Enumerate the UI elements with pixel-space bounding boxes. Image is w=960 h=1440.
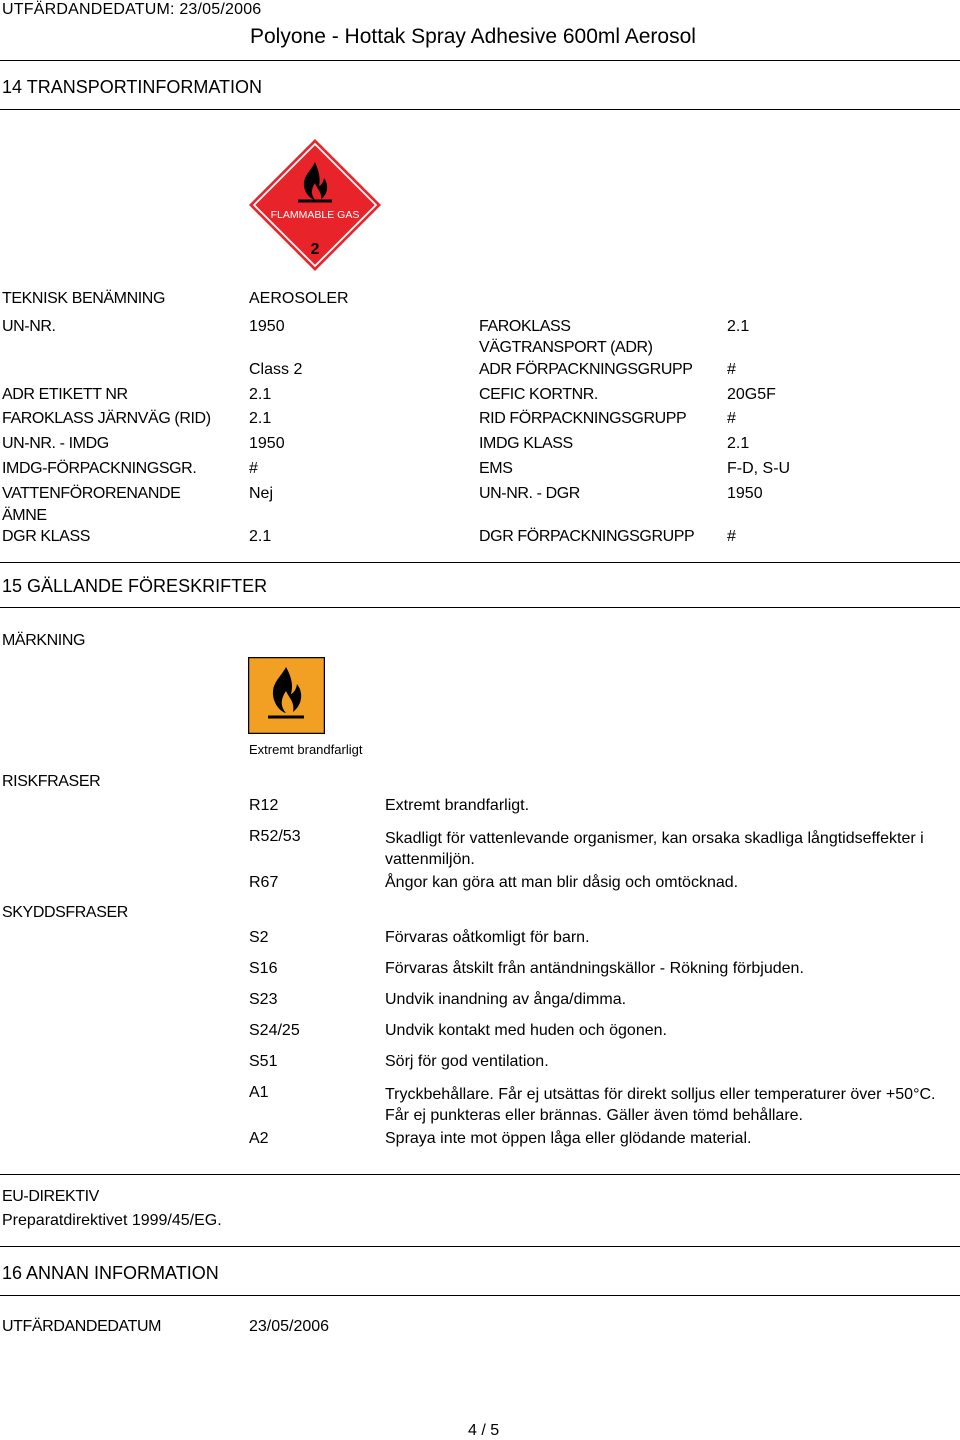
hazard-text: FLAMMABLE GAS <box>270 209 360 221</box>
symbol-caption: Extremt brandfarligt <box>249 742 363 757</box>
safety-phrase-code: S24/25 <box>249 1022 300 1039</box>
adr-class-label: FAROKLASS <box>479 318 571 335</box>
section-16-top-divider <box>0 1246 960 1247</box>
safety-phrase-text: Spraya inte mot öppen låga eller glödande material. <box>385 1130 752 1147</box>
un-number-label: UN-NR. <box>2 318 56 335</box>
safety-phrase-code: A2 <box>249 1130 269 1147</box>
rid-class-label: FAROKLASS JÄRNVÄG (RID) <box>2 410 211 427</box>
risk-phrase-text: Skadligt för vattenlevande organismer, kan orsaka skadliga långtidseffekter i vattenmiljön. <box>385 830 924 868</box>
risk-phrase-code: R67 <box>249 874 279 891</box>
dgr-packing-group-value: # <box>727 528 736 545</box>
section-14-title: 14 TRANSPORTINFORMATION <box>2 77 263 97</box>
flammable-gas-diamond-icon <box>248 138 382 272</box>
section-15-title: 15 GÄLLANDE FÖRESKRIFTER <box>2 576 268 596</box>
un-imdg-label: UN-NR. - IMDG <box>2 435 109 452</box>
cefic-card-label: CEFIC KORTNR. <box>479 386 598 403</box>
rid-class-value: 2.1 <box>249 410 272 427</box>
safety-phrase-code: S2 <box>249 929 269 946</box>
issue-date-value: 23/05/2006 <box>249 1318 330 1335</box>
page-number: 4 / 5 <box>468 1422 500 1439</box>
un-dgr-label: UN-NR. - DGR <box>479 485 580 502</box>
section-15-divider <box>0 607 960 608</box>
section-14-divider <box>0 109 960 110</box>
dgr-class-label: DGR KLASS <box>2 528 90 545</box>
dgr-packing-group-label: DGR FÖRPACKNINGSGRUPP <box>479 528 695 545</box>
risk-phrase-text: Extremt brandfarligt. <box>385 797 530 814</box>
tech-name-label: TEKNISK BENÄMNING <box>2 290 166 307</box>
safety-phrase-text: Förvaras oåtkomligt för barn. <box>385 929 590 946</box>
risk-phrases-label: RISKFRASER <box>2 773 101 790</box>
adr-packing-group-value: # <box>727 361 736 378</box>
issue-date-label: UTFÄRDANDEDATUM <box>2 1318 162 1335</box>
un-number-value: 1950 <box>249 318 285 335</box>
marine-pollutant-label: VATTENFÖRORENANDE <box>2 485 181 502</box>
adr-packing-group-label: ADR FÖRPACKNINGSGRUPP <box>479 361 693 378</box>
un-imdg-value: 1950 <box>249 435 285 452</box>
eu-directive-label: EU-DIREKTIV <box>2 1188 99 1205</box>
safety-phrase-code: S51 <box>249 1053 278 1070</box>
adr-label-number-label: ADR ETIKETT NR <box>2 386 128 403</box>
header-divider <box>0 60 960 61</box>
safety-phrase-text: Förvaras åtskilt från antändningskällor - Rökning förbjuden. <box>385 960 804 977</box>
marine-pollutant-value: Nej <box>249 485 274 502</box>
ems-label: EMS <box>479 460 513 477</box>
product-title: Polyone - Hottak Spray Adhesive 600ml Aerosol <box>250 25 696 48</box>
marine-pollutant-label-line2: ÄMNE <box>2 507 47 524</box>
rid-packing-group-label: RID FÖRPACKNINGSGRUPP <box>479 410 687 427</box>
safety-phrase-code: A1 <box>249 1084 269 1101</box>
cefic-card-value: 20G5F <box>727 386 776 403</box>
safety-phrases-label: SKYDDSFRASER <box>2 904 128 921</box>
risk-phrase-code: R12 <box>249 797 279 814</box>
adr-label-number-value: 2.1 <box>249 386 272 403</box>
un-dgr-value: 1950 <box>727 485 763 502</box>
imdg-packing-group-value: # <box>249 460 258 477</box>
section-16-title: 16 ANNAN INFORMATION <box>2 1263 219 1283</box>
flame-icon <box>248 657 325 734</box>
tech-name-value: AEROSOLER <box>249 290 349 307</box>
section-15-top-divider <box>0 562 960 563</box>
imdg-class-value: 2.1 <box>727 435 750 452</box>
imdg-class-label: IMDG KLASS <box>479 435 573 452</box>
imdg-packing-group-label: IMDG-FÖRPACKNINGSGR. <box>2 460 197 477</box>
safety-phrase-text: Sörj för god ventilation. <box>385 1053 549 1070</box>
ems-value: F-D, S-U <box>727 460 791 477</box>
dgr-class-value: 2.1 <box>249 528 272 545</box>
safety-phrase-text: Undvik inandning av ånga/dimma. <box>385 991 627 1008</box>
safety-phrase-text: Undvik kontakt med huden och ögonen. <box>385 1022 667 1039</box>
rid-packing-group-value: # <box>727 410 736 427</box>
safety-phrase-text: Tryckbehållare. Får ej utsättas för direkt solljus eller temperaturer över +50°C. Får ej punkteras eller brännas. Gäller även tömd behållare. <box>385 1086 936 1124</box>
class-note: Class 2 <box>249 361 303 378</box>
marking-label: MÄRKNING <box>2 632 86 649</box>
hazard-class-number: 2 <box>310 241 320 258</box>
eu-directive-value: Preparatdirektivet 1999/45/EG. <box>2 1212 222 1229</box>
adr-class-label-line2: VÄGTRANSPORT (ADR) <box>479 339 653 356</box>
risk-phrase-code: R52/53 <box>249 828 301 845</box>
eu-directive-divider <box>0 1174 960 1175</box>
section-16-divider <box>0 1295 960 1296</box>
safety-phrase-code: S23 <box>249 991 278 1008</box>
safety-phrase-code: S16 <box>249 960 278 977</box>
header-issue-date: UTFÄRDANDEDATUM: 23/05/2006 <box>2 1 262 18</box>
adr-class-value: 2.1 <box>727 318 750 335</box>
risk-phrase-text: Ångor kan göra att man blir dåsig och omtöcknad. <box>385 874 739 891</box>
